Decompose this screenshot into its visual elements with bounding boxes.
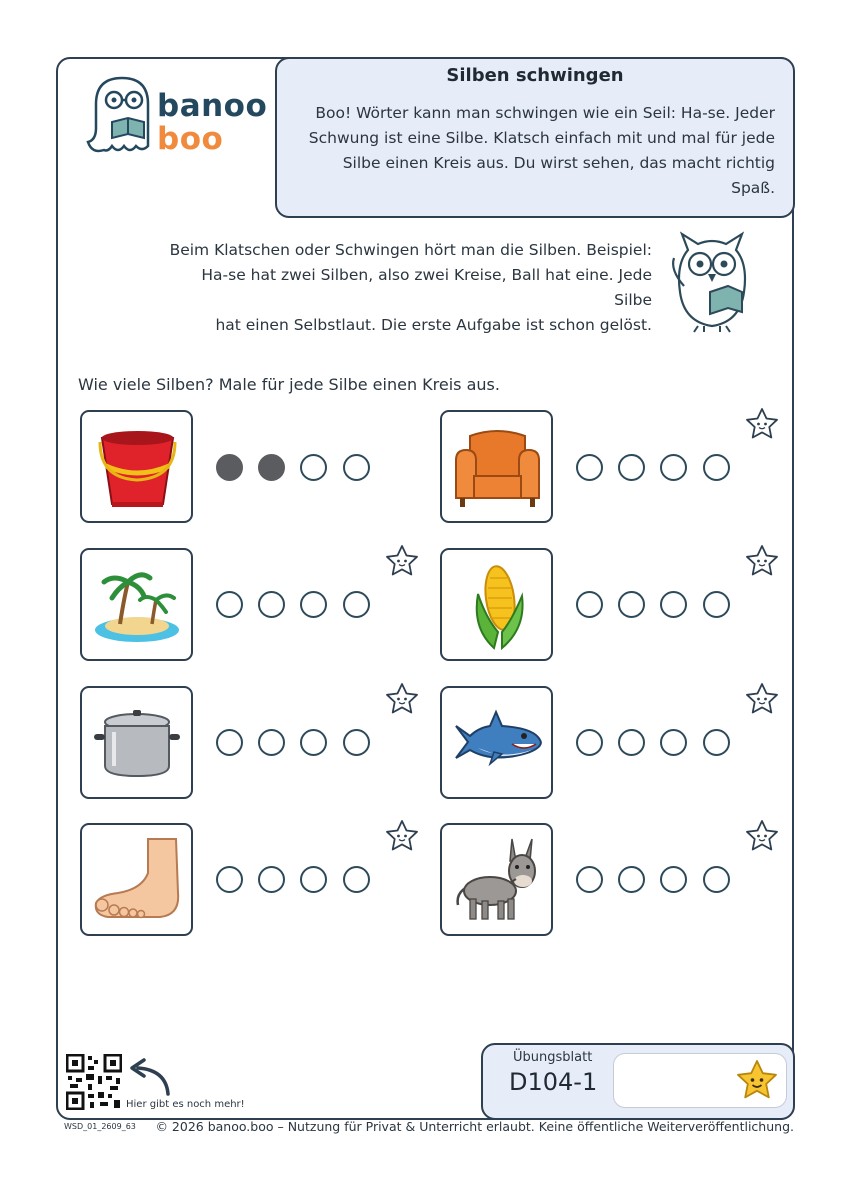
syllable-circle[interactable] [300, 591, 327, 618]
island-icon [90, 558, 185, 653]
sheet-label: Übungsblatt [513, 1050, 593, 1065]
more-link[interactable]: Hier gibt es noch mehr! [126, 1099, 245, 1110]
syllable-circle[interactable] [258, 866, 285, 893]
intro-line: Silbe einen Kreis aus. Du wirst sehen, das macht richtig Spaß. [342, 154, 775, 197]
syllable-circle[interactable] [343, 729, 370, 756]
syllable-circle[interactable] [300, 454, 327, 481]
intro-text [295, 101, 775, 201]
document-code: WSD_01_2609_63 [64, 1122, 136, 1131]
syllable-circle[interactable] [216, 591, 243, 618]
syllable-circle[interactable] [618, 866, 645, 893]
syllable-circle[interactable] [216, 454, 243, 481]
syllable-circle[interactable] [660, 591, 687, 618]
sheet-code: D104-1 [509, 1068, 598, 1096]
syllable-circle[interactable] [703, 454, 730, 481]
intro-line: Schwung ist eine Silbe. Klatsch einfach mit und mal für jede [308, 129, 775, 147]
syllable-circle[interactable] [258, 729, 285, 756]
smiling-star-icon [734, 1058, 780, 1104]
picture-card-shark [440, 686, 553, 799]
star-icon [384, 818, 420, 854]
intro-panel [275, 57, 795, 218]
syllable-circle[interactable] [703, 591, 730, 618]
task-instruction: Wie viele Silben? Male für jede Silbe einen Kreis aus. [78, 375, 500, 394]
picture-card-armchair [440, 410, 553, 523]
sheet-info-panel [481, 1043, 795, 1120]
picture-card-foot [80, 823, 193, 936]
armchair-icon [450, 420, 545, 515]
star-icon [744, 681, 780, 717]
syllable-circle[interactable] [703, 866, 730, 893]
syllable-circle[interactable] [576, 454, 603, 481]
syllable-circle[interactable] [258, 591, 285, 618]
syllable-circle[interactable] [660, 454, 687, 481]
donkey-icon [450, 833, 545, 928]
syllable-circle[interactable] [618, 591, 645, 618]
syllable-circle[interactable] [300, 729, 327, 756]
explanation-text [160, 238, 652, 338]
syllable-circle[interactable] [576, 866, 603, 893]
explanation-line: Ha-se hat zwei Silben, also zwei Kreise, Ball hat eine. Jede Silbe [201, 266, 652, 309]
picture-card-pot [80, 686, 193, 799]
page-title: Silben schwingen [446, 65, 624, 86]
logo-text-boo: boo [157, 121, 224, 157]
syllable-circle[interactable] [576, 729, 603, 756]
syllable-circle[interactable] [343, 591, 370, 618]
score-box [613, 1053, 787, 1108]
picture-card-donkey [440, 823, 553, 936]
syllable-circle[interactable] [703, 729, 730, 756]
explanation-line: hat einen Selbstlaut. Die erste Aufgabe ist schon gelöst. [215, 316, 652, 334]
intro-line: Boo! Wörter kann man schwingen wie ein Seil: Ha-se. Jeder [315, 104, 775, 122]
star-icon [384, 681, 420, 717]
corn-icon [450, 558, 545, 653]
syllable-circle[interactable] [216, 729, 243, 756]
star-icon [384, 543, 420, 579]
syllable-circle[interactable] [216, 866, 243, 893]
copyright-notice: © 2026 banoo.boo – Nutzung für Privat & Unterricht erlaubt. Keine öffentliche Weiterveröffentlichung. [155, 1119, 794, 1134]
star-icon [744, 543, 780, 579]
explanation-line: Beim Klatschen oder Schwingen hört man die Silben. Beispiel: [169, 241, 652, 259]
syllable-circle[interactable] [300, 866, 327, 893]
owl-reading-icon [662, 230, 762, 335]
picture-card-bucket [80, 410, 193, 523]
shark-icon [450, 696, 545, 791]
syllable-circle[interactable] [618, 454, 645, 481]
syllable-circle[interactable] [576, 591, 603, 618]
pot-icon [90, 696, 185, 791]
syllable-circle[interactable] [618, 729, 645, 756]
syllable-circle[interactable] [258, 454, 285, 481]
syllable-circle[interactable] [343, 454, 370, 481]
syllable-circle[interactable] [343, 866, 370, 893]
curved-arrow-icon [126, 1058, 176, 1098]
star-icon [744, 818, 780, 854]
picture-card-corn [440, 548, 553, 661]
syllable-circle[interactable] [660, 866, 687, 893]
qr-code-icon[interactable] [66, 1054, 122, 1110]
logo-text-banoo: banoo [157, 88, 268, 124]
picture-card-island [80, 548, 193, 661]
foot-icon [90, 833, 185, 928]
bucket-icon [90, 420, 185, 515]
syllable-circle[interactable] [660, 729, 687, 756]
star-icon [744, 406, 780, 442]
